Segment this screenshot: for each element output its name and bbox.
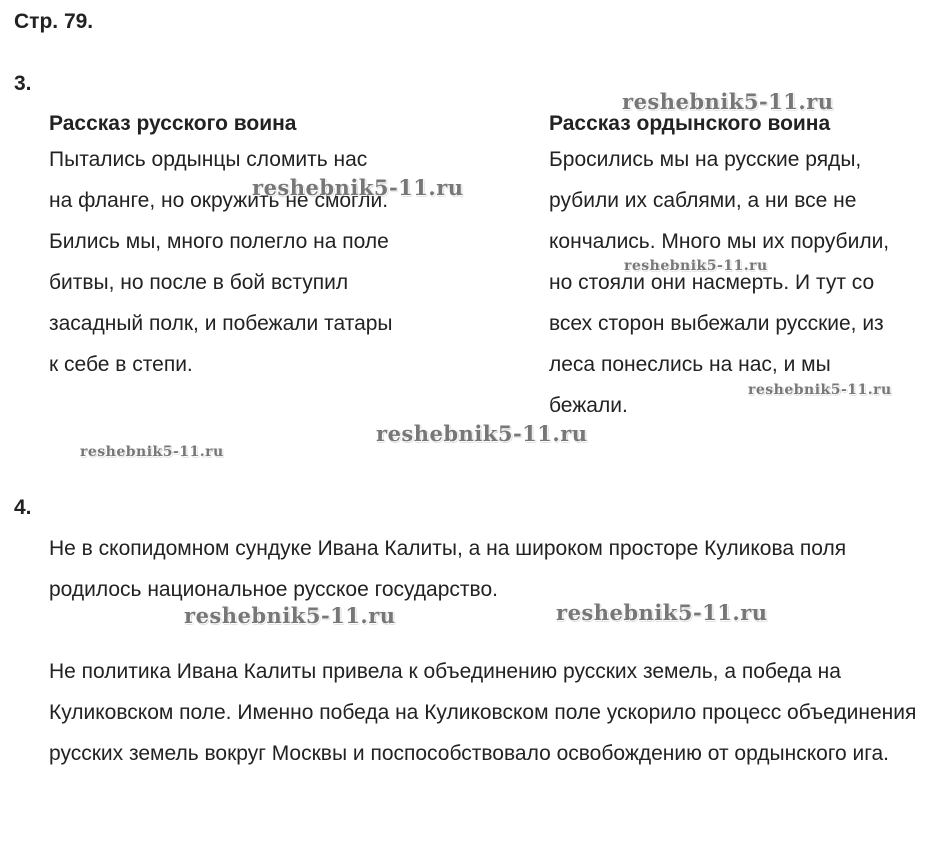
task-4-paragraph-1: Не в скопидомном сундуке Ивана Калиты, а на широком просторе Куликова поля родилось национальное русское государство.	[49, 537, 847, 601]
text-line: Бросились мы на русские ряды,	[549, 148, 862, 171]
task-4-paragraph-2: Не политика Ивана Калиты привела к объединению русских земель, а победа на Куликовском поле. Именно победа на Куликовском поле ускорило процесс объединения русских земель вокруг Москвы и поспособствовало освобождению от ордынского ига.	[49, 660, 917, 765]
text-line: бежали.	[549, 394, 628, 417]
horde-warrior-heading: Рассказ ордынского воина	[549, 112, 831, 135]
text-line: рубили их саблями, а ни все не	[549, 189, 857, 212]
watermark: reshebnik5-11.ru	[748, 382, 892, 398]
watermark: reshebnik5-11.ru	[80, 444, 224, 460]
task-4-number: 4.	[14, 496, 32, 519]
watermark: reshebnik5-11.ru	[622, 89, 834, 114]
text-line: засадный полк, и побежали татары	[49, 312, 393, 335]
text-line: всех сторон выбежали русские, из	[549, 312, 884, 335]
watermark: reshebnik5-11.ru	[376, 421, 588, 446]
text-line: на фланге, но окружить не смогли.	[49, 189, 389, 212]
text-line: битвы, но после в бой вступил	[49, 271, 349, 294]
watermark: reshebnik5-11.ru	[556, 600, 768, 625]
text-line: Пытались ордынцы сломить нас	[49, 148, 368, 171]
task-3-number: 3.	[14, 72, 32, 95]
text-line: кончались. Много мы их порубили,	[549, 230, 890, 253]
russian-warrior-story	[49, 112, 393, 385]
text-line: к себе в степи.	[49, 353, 193, 376]
page-title: Стр. 79.	[14, 10, 94, 33]
watermark: reshebnik5-11.ru	[624, 258, 768, 274]
text-line: Бились мы, много полегло на поле	[49, 230, 389, 253]
text-line: леса понеслись на нас, и мы	[549, 353, 831, 376]
russian-warrior-heading: Рассказ русского воина	[49, 112, 297, 135]
watermark: reshebnik5-11.ru	[252, 175, 464, 200]
text-line: но стояли они насмерть. И тут со	[549, 271, 875, 294]
watermark: reshebnik5-11.ru	[184, 603, 396, 628]
